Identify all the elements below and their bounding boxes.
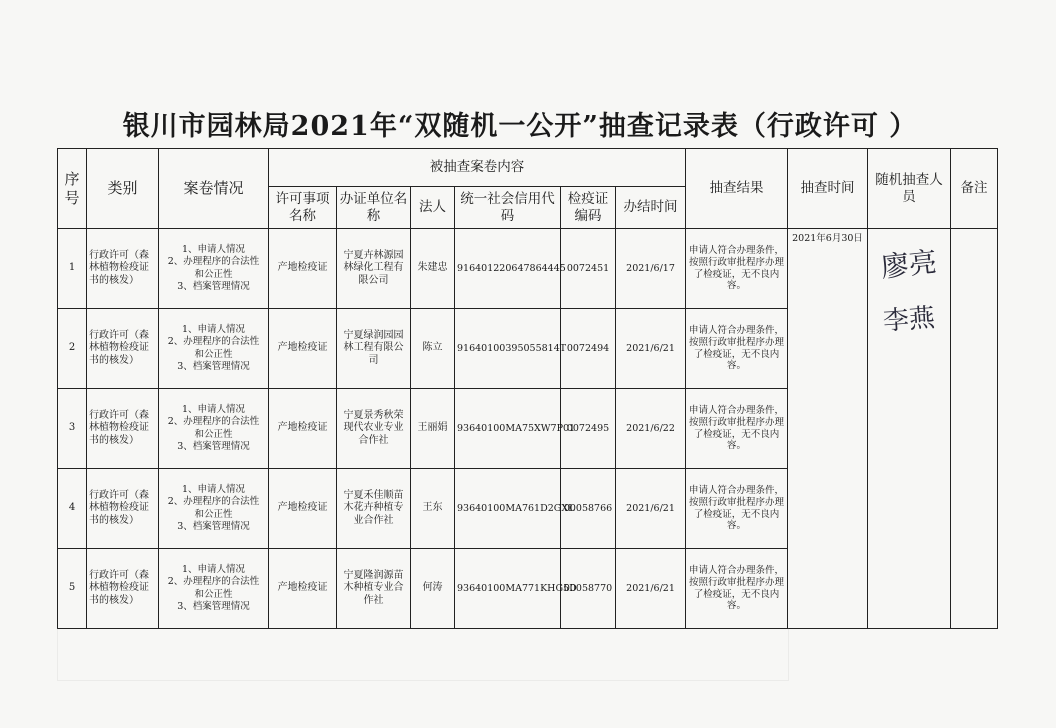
row-cert: 0072494 [561, 309, 616, 389]
row-seq: 2 [58, 309, 87, 389]
row-legal: 陈立 [411, 309, 455, 389]
row-cert: 0072495 [561, 389, 616, 469]
case-line: 和公正性 [194, 588, 233, 600]
row-result: 申请人符合办理条件，按照行政审批程序办理了检疫证，无不良内容。 [686, 389, 788, 469]
row-unit: 宁夏卉林源园林绿化工程有限公司 [337, 229, 411, 309]
row-cert: 00058770 [561, 549, 616, 629]
case-line: 2、办理程序的合法性 [167, 496, 260, 508]
row-code: 93640100MA771KHG5D [455, 549, 561, 629]
row-case [159, 309, 269, 389]
row-date: 2021/6/21 [616, 309, 686, 389]
header-category: 类别 [87, 149, 159, 229]
case-line: 3、档案管理情况 [177, 440, 250, 452]
case-line: 1、申请人情况 [181, 243, 246, 255]
header-inspectors: 随机抽查人员 [868, 149, 951, 229]
page-title: 银川市园林局2021年“双随机一公开”抽查记录表（行政许可 ） [122, 111, 918, 142]
row-cert: 00058766 [561, 469, 616, 549]
row-seq: 3 [58, 389, 87, 469]
header-result: 抽查结果 [686, 149, 788, 229]
row-legal: 王东 [411, 469, 455, 549]
row-legal: 王丽娟 [411, 389, 455, 469]
row-code: 916401220647864445 [455, 229, 561, 309]
check-time-cell: 2021年6月30日 [788, 229, 868, 629]
case-line: 和公正性 [194, 268, 233, 280]
row-case [159, 229, 269, 309]
inspection-record-table [57, 148, 998, 629]
signature-1: 廖亮 [879, 245, 939, 284]
remark-cell [951, 229, 998, 629]
row-code: 91640100395055814T [455, 309, 561, 389]
row-case [159, 389, 269, 469]
row-result: 申请人符合办理条件，按照行政审批程序办理了检疫证，无不良内容。 [686, 469, 788, 549]
case-line: 1、申请人情况 [181, 403, 246, 415]
row-legal: 朱建忠 [411, 229, 455, 309]
case-line: 2、办理程序的合法性 [167, 416, 260, 428]
row-seq: 4 [58, 469, 87, 549]
header-remark: 备注 [951, 149, 998, 229]
row-permit-item: 产地检疫证 [269, 549, 337, 629]
row-unit: 宁夏隆润源苗木种植专业合作社 [337, 549, 411, 629]
row-cert: 0072451 [561, 229, 616, 309]
row-date: 2021/6/17 [616, 229, 686, 309]
case-line: 1、申请人情况 [181, 563, 246, 575]
row-unit: 宁夏景秀秋荣现代农业专业合作社 [337, 389, 411, 469]
row-case [159, 549, 269, 629]
header-finish-time: 办结时间 [616, 187, 686, 229]
header-permit-item: 许可事项名称 [269, 187, 337, 229]
row-result: 申请人符合办理条件，按照行政审批程序办理了检疫证，无不良内容。 [686, 549, 788, 629]
case-line: 和公正性 [194, 348, 233, 360]
header-credit-code: 统一社会信用代码 [455, 187, 561, 229]
row-category: 行政许可（森林植物检疫证书的核发） [87, 549, 159, 629]
row-result: 申请人符合办理条件，按照行政审批程序办理了检疫证，无不良内容。 [686, 229, 788, 309]
header-cert-code: 检疫证编码 [561, 187, 616, 229]
row-case [159, 469, 269, 549]
row-date: 2021/6/21 [616, 469, 686, 549]
header-seq: 序号 [58, 149, 87, 229]
row-category: 行政许可（森林植物检疫证书的核发） [87, 469, 159, 549]
signature-2: 李燕 [882, 303, 937, 337]
header-row-1 [58, 149, 998, 187]
inspectors-cell [868, 229, 951, 629]
header-check-time: 抽查时间 [788, 149, 868, 229]
row-permit-item: 产地检疫证 [269, 229, 337, 309]
row-seq: 1 [58, 229, 87, 309]
header-group: 被抽查案卷内容 [269, 149, 686, 187]
row-code: 93640100MA75XW7P01 [455, 389, 561, 469]
bleed-through-area [57, 628, 789, 681]
row-legal: 何涛 [411, 549, 455, 629]
case-line: 1、申请人情况 [181, 483, 246, 495]
row-date: 2021/6/21 [616, 549, 686, 629]
case-line: 和公正性 [194, 428, 233, 440]
case-line: 2、办理程序的合法性 [167, 576, 260, 588]
header-issuing-unit: 办证单位名称 [337, 187, 411, 229]
case-line: 3、档案管理情况 [177, 600, 250, 612]
row-permit-item: 产地检疫证 [269, 309, 337, 389]
row-code: 93640100MA761D2GXL [455, 469, 561, 549]
row-result: 申请人符合办理条件，按照行政审批程序办理了检疫证，无不良内容。 [686, 309, 788, 389]
row-category: 行政许可（森林植物检疫证书的核发） [87, 389, 159, 469]
row-seq: 5 [58, 549, 87, 629]
row-unit: 宁夏禾佳顺苗木花卉种植专业合作社 [337, 469, 411, 549]
case-line: 3、档案管理情况 [177, 360, 250, 372]
row-date: 2021/6/22 [616, 389, 686, 469]
case-line: 2、办理程序的合法性 [167, 256, 260, 268]
case-line: 和公正性 [194, 508, 233, 520]
row-category: 行政许可（森林植物检疫证书的核发） [87, 229, 159, 309]
case-line: 3、档案管理情况 [177, 520, 250, 532]
table-row [58, 229, 998, 309]
row-permit-item: 产地检疫证 [269, 389, 337, 469]
row-unit: 宁夏绿润园园林工程有限公司 [337, 309, 411, 389]
header-case: 案卷情况 [159, 149, 269, 229]
header-legal-person: 法人 [411, 187, 455, 229]
case-line: 3、档案管理情况 [177, 280, 250, 292]
case-line: 1、申请人情况 [181, 323, 246, 335]
row-permit-item: 产地检疫证 [269, 469, 337, 549]
case-line: 2、办理程序的合法性 [167, 336, 260, 348]
row-category: 行政许可（森林植物检疫证书的核发） [87, 309, 159, 389]
